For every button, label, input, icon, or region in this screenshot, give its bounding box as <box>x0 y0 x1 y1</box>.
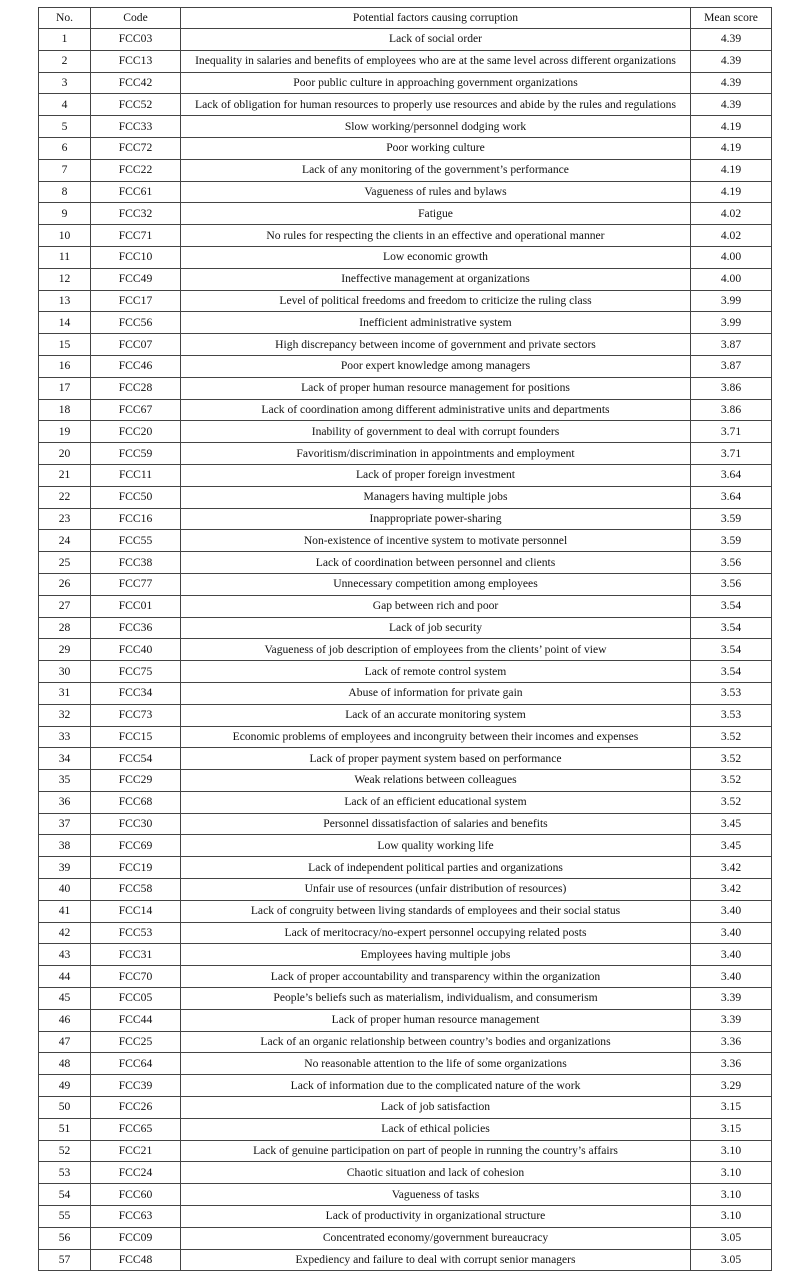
cell-no: 7 <box>39 159 91 181</box>
table-row <box>39 922 772 944</box>
cell-mean-score: 3.56 <box>691 552 772 574</box>
table-row <box>39 552 772 574</box>
cell-no: 38 <box>39 835 91 857</box>
cell-factor: Poor working culture <box>181 137 691 159</box>
cell-factor: Lack of meritocracy/no-expert personnel occupying related posts <box>181 922 691 944</box>
cell-factor: Personnel dissatisfaction of salaries and benefits <box>181 813 691 835</box>
cell-mean-score: 4.39 <box>691 94 772 116</box>
cell-factor: Concentrated economy/government bureaucracy <box>181 1227 691 1249</box>
cell-code: FCC05 <box>91 988 181 1010</box>
cell-code: FCC61 <box>91 181 181 203</box>
table-row <box>39 966 772 988</box>
cell-factor: Fatigue <box>181 203 691 225</box>
cell-factor: Gap between rich and poor <box>181 595 691 617</box>
table-row <box>39 1206 772 1228</box>
cell-factor: Lack of coordination among different administrative units and departments <box>181 399 691 421</box>
cell-factor: Favoritism/discrimination in appointments and employment <box>181 443 691 465</box>
table-row <box>39 399 772 421</box>
table-row <box>39 1097 772 1119</box>
cell-mean-score: 3.39 <box>691 1009 772 1031</box>
cell-code: FCC55 <box>91 530 181 552</box>
cell-no: 28 <box>39 617 91 639</box>
cell-mean-score: 4.39 <box>691 50 772 72</box>
cell-mean-score: 3.71 <box>691 443 772 465</box>
cell-factor: Lack of obligation for human resources to properly use resources and abide by the rules and regulations <box>181 94 691 116</box>
table-row <box>39 1009 772 1031</box>
cell-factor: Lack of proper accountability and transparency within the organization <box>181 966 691 988</box>
table-row <box>39 94 772 116</box>
table-row <box>39 573 772 595</box>
cell-mean-score: 3.54 <box>691 639 772 661</box>
cell-code: FCC63 <box>91 1206 181 1228</box>
cell-code: FCC03 <box>91 29 181 51</box>
table-row <box>39 355 772 377</box>
table-row <box>39 748 772 770</box>
table-row <box>39 72 772 94</box>
cell-mean-score: 3.10 <box>691 1140 772 1162</box>
cell-code: FCC14 <box>91 900 181 922</box>
table-row <box>39 595 772 617</box>
table-row <box>39 225 772 247</box>
table-row <box>39 639 772 661</box>
cell-no: 5 <box>39 116 91 138</box>
cell-mean-score: 3.87 <box>691 334 772 356</box>
cell-code: FCC67 <box>91 399 181 421</box>
cell-mean-score: 3.05 <box>691 1227 772 1249</box>
cell-factor: People’s beliefs such as materialism, individualism, and consumerism <box>181 988 691 1010</box>
cell-no: 45 <box>39 988 91 1010</box>
cell-factor: Inequality in salaries and benefits of employees who are at the same level across different organizations <box>181 50 691 72</box>
cell-mean-score: 3.52 <box>691 748 772 770</box>
table-row <box>39 159 772 181</box>
cell-mean-score: 3.99 <box>691 312 772 334</box>
table-row <box>39 1053 772 1075</box>
cell-no: 36 <box>39 791 91 813</box>
table-row <box>39 617 772 639</box>
table-row <box>39 1184 772 1206</box>
cell-no: 13 <box>39 290 91 312</box>
cell-mean-score: 3.54 <box>691 661 772 683</box>
cell-no: 53 <box>39 1162 91 1184</box>
table-row <box>39 813 772 835</box>
cell-factor: Lack of proper human resource management <box>181 1009 691 1031</box>
cell-code: FCC60 <box>91 1184 181 1206</box>
cell-factor: Abuse of information for private gain <box>181 682 691 704</box>
table-row <box>39 312 772 334</box>
cell-code: FCC73 <box>91 704 181 726</box>
cell-mean-score: 3.52 <box>691 770 772 792</box>
cell-factor: Lack of productivity in organizational structure <box>181 1206 691 1228</box>
table-row <box>39 988 772 1010</box>
table-row <box>39 791 772 813</box>
cell-mean-score: 3.36 <box>691 1031 772 1053</box>
header-factor: Potential factors causing corruption <box>181 8 691 29</box>
cell-code: FCC29 <box>91 770 181 792</box>
cell-factor: Lack of coordination between personnel and clients <box>181 552 691 574</box>
cell-factor: Lack of an efficient educational system <box>181 791 691 813</box>
cell-code: FCC65 <box>91 1118 181 1140</box>
cell-factor: Poor expert knowledge among managers <box>181 355 691 377</box>
cell-no: 22 <box>39 486 91 508</box>
cell-factor: High discrepancy between income of government and private sectors <box>181 334 691 356</box>
cell-no: 44 <box>39 966 91 988</box>
cell-code: FCC52 <box>91 94 181 116</box>
table-row <box>39 704 772 726</box>
cell-code: FCC28 <box>91 377 181 399</box>
cell-code: FCC22 <box>91 159 181 181</box>
cell-code: FCC31 <box>91 944 181 966</box>
cell-mean-score: 3.10 <box>691 1206 772 1228</box>
cell-code: FCC33 <box>91 116 181 138</box>
cell-no: 14 <box>39 312 91 334</box>
cell-no: 4 <box>39 94 91 116</box>
cell-no: 23 <box>39 508 91 530</box>
cell-code: FCC56 <box>91 312 181 334</box>
cell-code: FCC75 <box>91 661 181 683</box>
cell-factor: Lack of congruity between living standards of employees and their social status <box>181 900 691 922</box>
cell-mean-score: 4.19 <box>691 116 772 138</box>
cell-factor: Vagueness of tasks <box>181 1184 691 1206</box>
table-row <box>39 1031 772 1053</box>
cell-code: FCC58 <box>91 879 181 901</box>
cell-code: FCC53 <box>91 922 181 944</box>
cell-mean-score: 3.15 <box>691 1118 772 1140</box>
table-row <box>39 508 772 530</box>
cell-no: 31 <box>39 682 91 704</box>
cell-code: FCC30 <box>91 813 181 835</box>
cell-code: FCC13 <box>91 50 181 72</box>
corruption-factors-table <box>38 7 772 1271</box>
cell-code: FCC07 <box>91 334 181 356</box>
cell-mean-score: 3.42 <box>691 857 772 879</box>
cell-factor: Unnecessary competition among employees <box>181 573 691 595</box>
cell-no: 41 <box>39 900 91 922</box>
cell-code: FCC26 <box>91 1097 181 1119</box>
cell-mean-score: 3.71 <box>691 421 772 443</box>
cell-code: FCC09 <box>91 1227 181 1249</box>
cell-mean-score: 4.19 <box>691 137 772 159</box>
cell-code: FCC24 <box>91 1162 181 1184</box>
cell-factor: Lack of social order <box>181 29 691 51</box>
cell-no: 27 <box>39 595 91 617</box>
cell-factor: Inability of government to deal with corrupt founders <box>181 421 691 443</box>
cell-no: 48 <box>39 1053 91 1075</box>
cell-mean-score: 4.02 <box>691 203 772 225</box>
table-row <box>39 334 772 356</box>
cell-factor: Employees having multiple jobs <box>181 944 691 966</box>
cell-no: 32 <box>39 704 91 726</box>
cell-factor: Lack of proper human resource management for positions <box>181 377 691 399</box>
cell-mean-score: 3.42 <box>691 879 772 901</box>
cell-factor: Chaotic situation and lack of cohesion <box>181 1162 691 1184</box>
table-row <box>39 900 772 922</box>
cell-mean-score: 3.54 <box>691 595 772 617</box>
cell-code: FCC59 <box>91 443 181 465</box>
cell-factor: Inappropriate power-sharing <box>181 508 691 530</box>
cell-no: 29 <box>39 639 91 661</box>
cell-mean-score: 3.40 <box>691 900 772 922</box>
table-row <box>39 443 772 465</box>
table-row <box>39 1075 772 1097</box>
cell-mean-score: 3.40 <box>691 944 772 966</box>
cell-factor: Level of political freedoms and freedom to criticize the ruling class <box>181 290 691 312</box>
cell-no: 21 <box>39 464 91 486</box>
table-row <box>39 944 772 966</box>
cell-no: 34 <box>39 748 91 770</box>
table-row <box>39 421 772 443</box>
cell-no: 52 <box>39 1140 91 1162</box>
cell-code: FCC64 <box>91 1053 181 1075</box>
cell-factor: Unfair use of resources (unfair distribution of resources) <box>181 879 691 901</box>
cell-no: 37 <box>39 813 91 835</box>
cell-code: FCC77 <box>91 573 181 595</box>
cell-factor: No rules for respecting the clients in an effective and operational manner <box>181 225 691 247</box>
header-no: No. <box>39 8 91 29</box>
cell-code: FCC34 <box>91 682 181 704</box>
cell-mean-score: 3.40 <box>691 922 772 944</box>
cell-code: FCC39 <box>91 1075 181 1097</box>
cell-factor: Ineffective management at organizations <box>181 268 691 290</box>
table-row <box>39 1118 772 1140</box>
header-mean-score: Mean score <box>691 8 772 29</box>
cell-code: FCC50 <box>91 486 181 508</box>
table-row <box>39 29 772 51</box>
cell-code: FCC54 <box>91 748 181 770</box>
cell-mean-score: 3.15 <box>691 1097 772 1119</box>
cell-code: FCC38 <box>91 552 181 574</box>
cell-mean-score: 3.59 <box>691 530 772 552</box>
table-row <box>39 726 772 748</box>
cell-mean-score: 4.19 <box>691 181 772 203</box>
cell-factor: Vagueness of job description of employees from the clients’ point of view <box>181 639 691 661</box>
cell-no: 51 <box>39 1118 91 1140</box>
cell-code: FCC15 <box>91 726 181 748</box>
cell-code: FCC36 <box>91 617 181 639</box>
cell-no: 15 <box>39 334 91 356</box>
table-body <box>39 29 772 1271</box>
table-row <box>39 682 772 704</box>
cell-factor: Lack of proper payment system based on performance <box>181 748 691 770</box>
cell-factor: Non-existence of incentive system to motivate personnel <box>181 530 691 552</box>
cell-code: FCC69 <box>91 835 181 857</box>
cell-code: FCC21 <box>91 1140 181 1162</box>
cell-code: FCC10 <box>91 246 181 268</box>
table-row <box>39 857 772 879</box>
cell-no: 8 <box>39 181 91 203</box>
cell-mean-score: 3.54 <box>691 617 772 639</box>
cell-no: 1 <box>39 29 91 51</box>
cell-factor: Lack of independent political parties and organizations <box>181 857 691 879</box>
cell-mean-score: 4.39 <box>691 29 772 51</box>
cell-code: FCC25 <box>91 1031 181 1053</box>
cell-no: 12 <box>39 268 91 290</box>
cell-factor: Lack of an accurate monitoring system <box>181 704 691 726</box>
cell-mean-score: 3.52 <box>691 726 772 748</box>
cell-mean-score: 3.86 <box>691 377 772 399</box>
cell-no: 39 <box>39 857 91 879</box>
cell-mean-score: 4.00 <box>691 246 772 268</box>
cell-no: 17 <box>39 377 91 399</box>
cell-no: 30 <box>39 661 91 683</box>
cell-no: 42 <box>39 922 91 944</box>
cell-mean-score: 3.56 <box>691 573 772 595</box>
cell-mean-score: 4.19 <box>691 159 772 181</box>
header-row <box>39 8 772 29</box>
cell-mean-score: 3.10 <box>691 1162 772 1184</box>
table-row <box>39 116 772 138</box>
cell-code: FCC19 <box>91 857 181 879</box>
cell-factor: No reasonable attention to the life of some organizations <box>181 1053 691 1075</box>
cell-no: 20 <box>39 443 91 465</box>
cell-no: 6 <box>39 137 91 159</box>
cell-no: 43 <box>39 944 91 966</box>
table-row <box>39 203 772 225</box>
table-row <box>39 1249 772 1271</box>
cell-factor: Slow working/personnel dodging work <box>181 116 691 138</box>
cell-code: FCC46 <box>91 355 181 377</box>
cell-mean-score: 3.45 <box>691 813 772 835</box>
table-row <box>39 835 772 857</box>
cell-no: 35 <box>39 770 91 792</box>
cell-code: FCC32 <box>91 203 181 225</box>
cell-code: FCC71 <box>91 225 181 247</box>
cell-code: FCC70 <box>91 966 181 988</box>
cell-factor: Poor public culture in approaching government organizations <box>181 72 691 94</box>
cell-mean-score: 3.53 <box>691 704 772 726</box>
table-header <box>39 8 772 29</box>
cell-mean-score: 3.36 <box>691 1053 772 1075</box>
table-row <box>39 1227 772 1249</box>
cell-code: FCC68 <box>91 791 181 813</box>
cell-factor: Lack of job security <box>181 617 691 639</box>
cell-factor: Weak relations between colleagues <box>181 770 691 792</box>
cell-no: 9 <box>39 203 91 225</box>
table-row <box>39 290 772 312</box>
cell-code: FCC20 <box>91 421 181 443</box>
cell-no: 25 <box>39 552 91 574</box>
cell-code: FCC11 <box>91 464 181 486</box>
cell-no: 47 <box>39 1031 91 1053</box>
cell-no: 26 <box>39 573 91 595</box>
cell-no: 56 <box>39 1227 91 1249</box>
cell-factor: Low economic growth <box>181 246 691 268</box>
cell-code: FCC42 <box>91 72 181 94</box>
cell-mean-score: 3.53 <box>691 682 772 704</box>
cell-mean-score: 3.10 <box>691 1184 772 1206</box>
cell-mean-score: 4.00 <box>691 268 772 290</box>
table-row <box>39 268 772 290</box>
cell-code: FCC16 <box>91 508 181 530</box>
cell-no: 19 <box>39 421 91 443</box>
cell-no: 55 <box>39 1206 91 1228</box>
cell-mean-score: 3.87 <box>691 355 772 377</box>
cell-no: 54 <box>39 1184 91 1206</box>
cell-mean-score: 3.05 <box>691 1249 772 1271</box>
table-row <box>39 486 772 508</box>
cell-no: 57 <box>39 1249 91 1271</box>
cell-no: 16 <box>39 355 91 377</box>
cell-code: FCC44 <box>91 1009 181 1031</box>
cell-factor: Lack of an organic relationship between country’s bodies and organizations <box>181 1031 691 1053</box>
cell-mean-score: 3.86 <box>691 399 772 421</box>
table-container <box>38 7 771 1271</box>
cell-code: FCC40 <box>91 639 181 661</box>
table-row <box>39 464 772 486</box>
cell-no: 24 <box>39 530 91 552</box>
cell-mean-score: 3.64 <box>691 464 772 486</box>
cell-factor: Vagueness of rules and bylaws <box>181 181 691 203</box>
table-row <box>39 530 772 552</box>
table-row <box>39 137 772 159</box>
cell-mean-score: 3.39 <box>691 988 772 1010</box>
cell-no: 33 <box>39 726 91 748</box>
cell-factor: Lack of remote control system <box>181 661 691 683</box>
cell-factor: Lack of ethical policies <box>181 1118 691 1140</box>
cell-no: 40 <box>39 879 91 901</box>
table-row <box>39 181 772 203</box>
cell-no: 49 <box>39 1075 91 1097</box>
cell-no: 2 <box>39 50 91 72</box>
cell-no: 18 <box>39 399 91 421</box>
cell-code: FCC48 <box>91 1249 181 1271</box>
cell-no: 10 <box>39 225 91 247</box>
cell-factor: Lack of information due to the complicated nature of the work <box>181 1075 691 1097</box>
cell-factor: Low quality working life <box>181 835 691 857</box>
cell-factor: Inefficient administrative system <box>181 312 691 334</box>
table-row <box>39 377 772 399</box>
table-row <box>39 1140 772 1162</box>
cell-factor: Economic problems of employees and incongruity between their incomes and expenses <box>181 726 691 748</box>
cell-mean-score: 3.45 <box>691 835 772 857</box>
cell-no: 46 <box>39 1009 91 1031</box>
header-code: Code <box>91 8 181 29</box>
cell-no: 11 <box>39 246 91 268</box>
table-row <box>39 770 772 792</box>
cell-code: FCC72 <box>91 137 181 159</box>
table-row <box>39 879 772 901</box>
cell-factor: Lack of genuine participation on part of people in running the country’s affairs <box>181 1140 691 1162</box>
cell-factor: Expediency and failure to deal with corrupt senior managers <box>181 1249 691 1271</box>
table-row <box>39 661 772 683</box>
cell-mean-score: 3.59 <box>691 508 772 530</box>
cell-factor: Lack of proper foreign investment <box>181 464 691 486</box>
cell-factor: Managers having multiple jobs <box>181 486 691 508</box>
cell-no: 50 <box>39 1097 91 1119</box>
cell-factor: Lack of any monitoring of the government’s performance <box>181 159 691 181</box>
cell-mean-score: 3.52 <box>691 791 772 813</box>
cell-code: FCC01 <box>91 595 181 617</box>
table-row <box>39 1162 772 1184</box>
cell-mean-score: 3.99 <box>691 290 772 312</box>
cell-mean-score: 3.29 <box>691 1075 772 1097</box>
table-row <box>39 246 772 268</box>
cell-code: FCC17 <box>91 290 181 312</box>
cell-factor: Lack of job satisfaction <box>181 1097 691 1119</box>
cell-mean-score: 4.39 <box>691 72 772 94</box>
cell-code: FCC49 <box>91 268 181 290</box>
cell-mean-score: 4.02 <box>691 225 772 247</box>
table-row <box>39 50 772 72</box>
cell-mean-score: 3.64 <box>691 486 772 508</box>
cell-no: 3 <box>39 72 91 94</box>
cell-mean-score: 3.40 <box>691 966 772 988</box>
